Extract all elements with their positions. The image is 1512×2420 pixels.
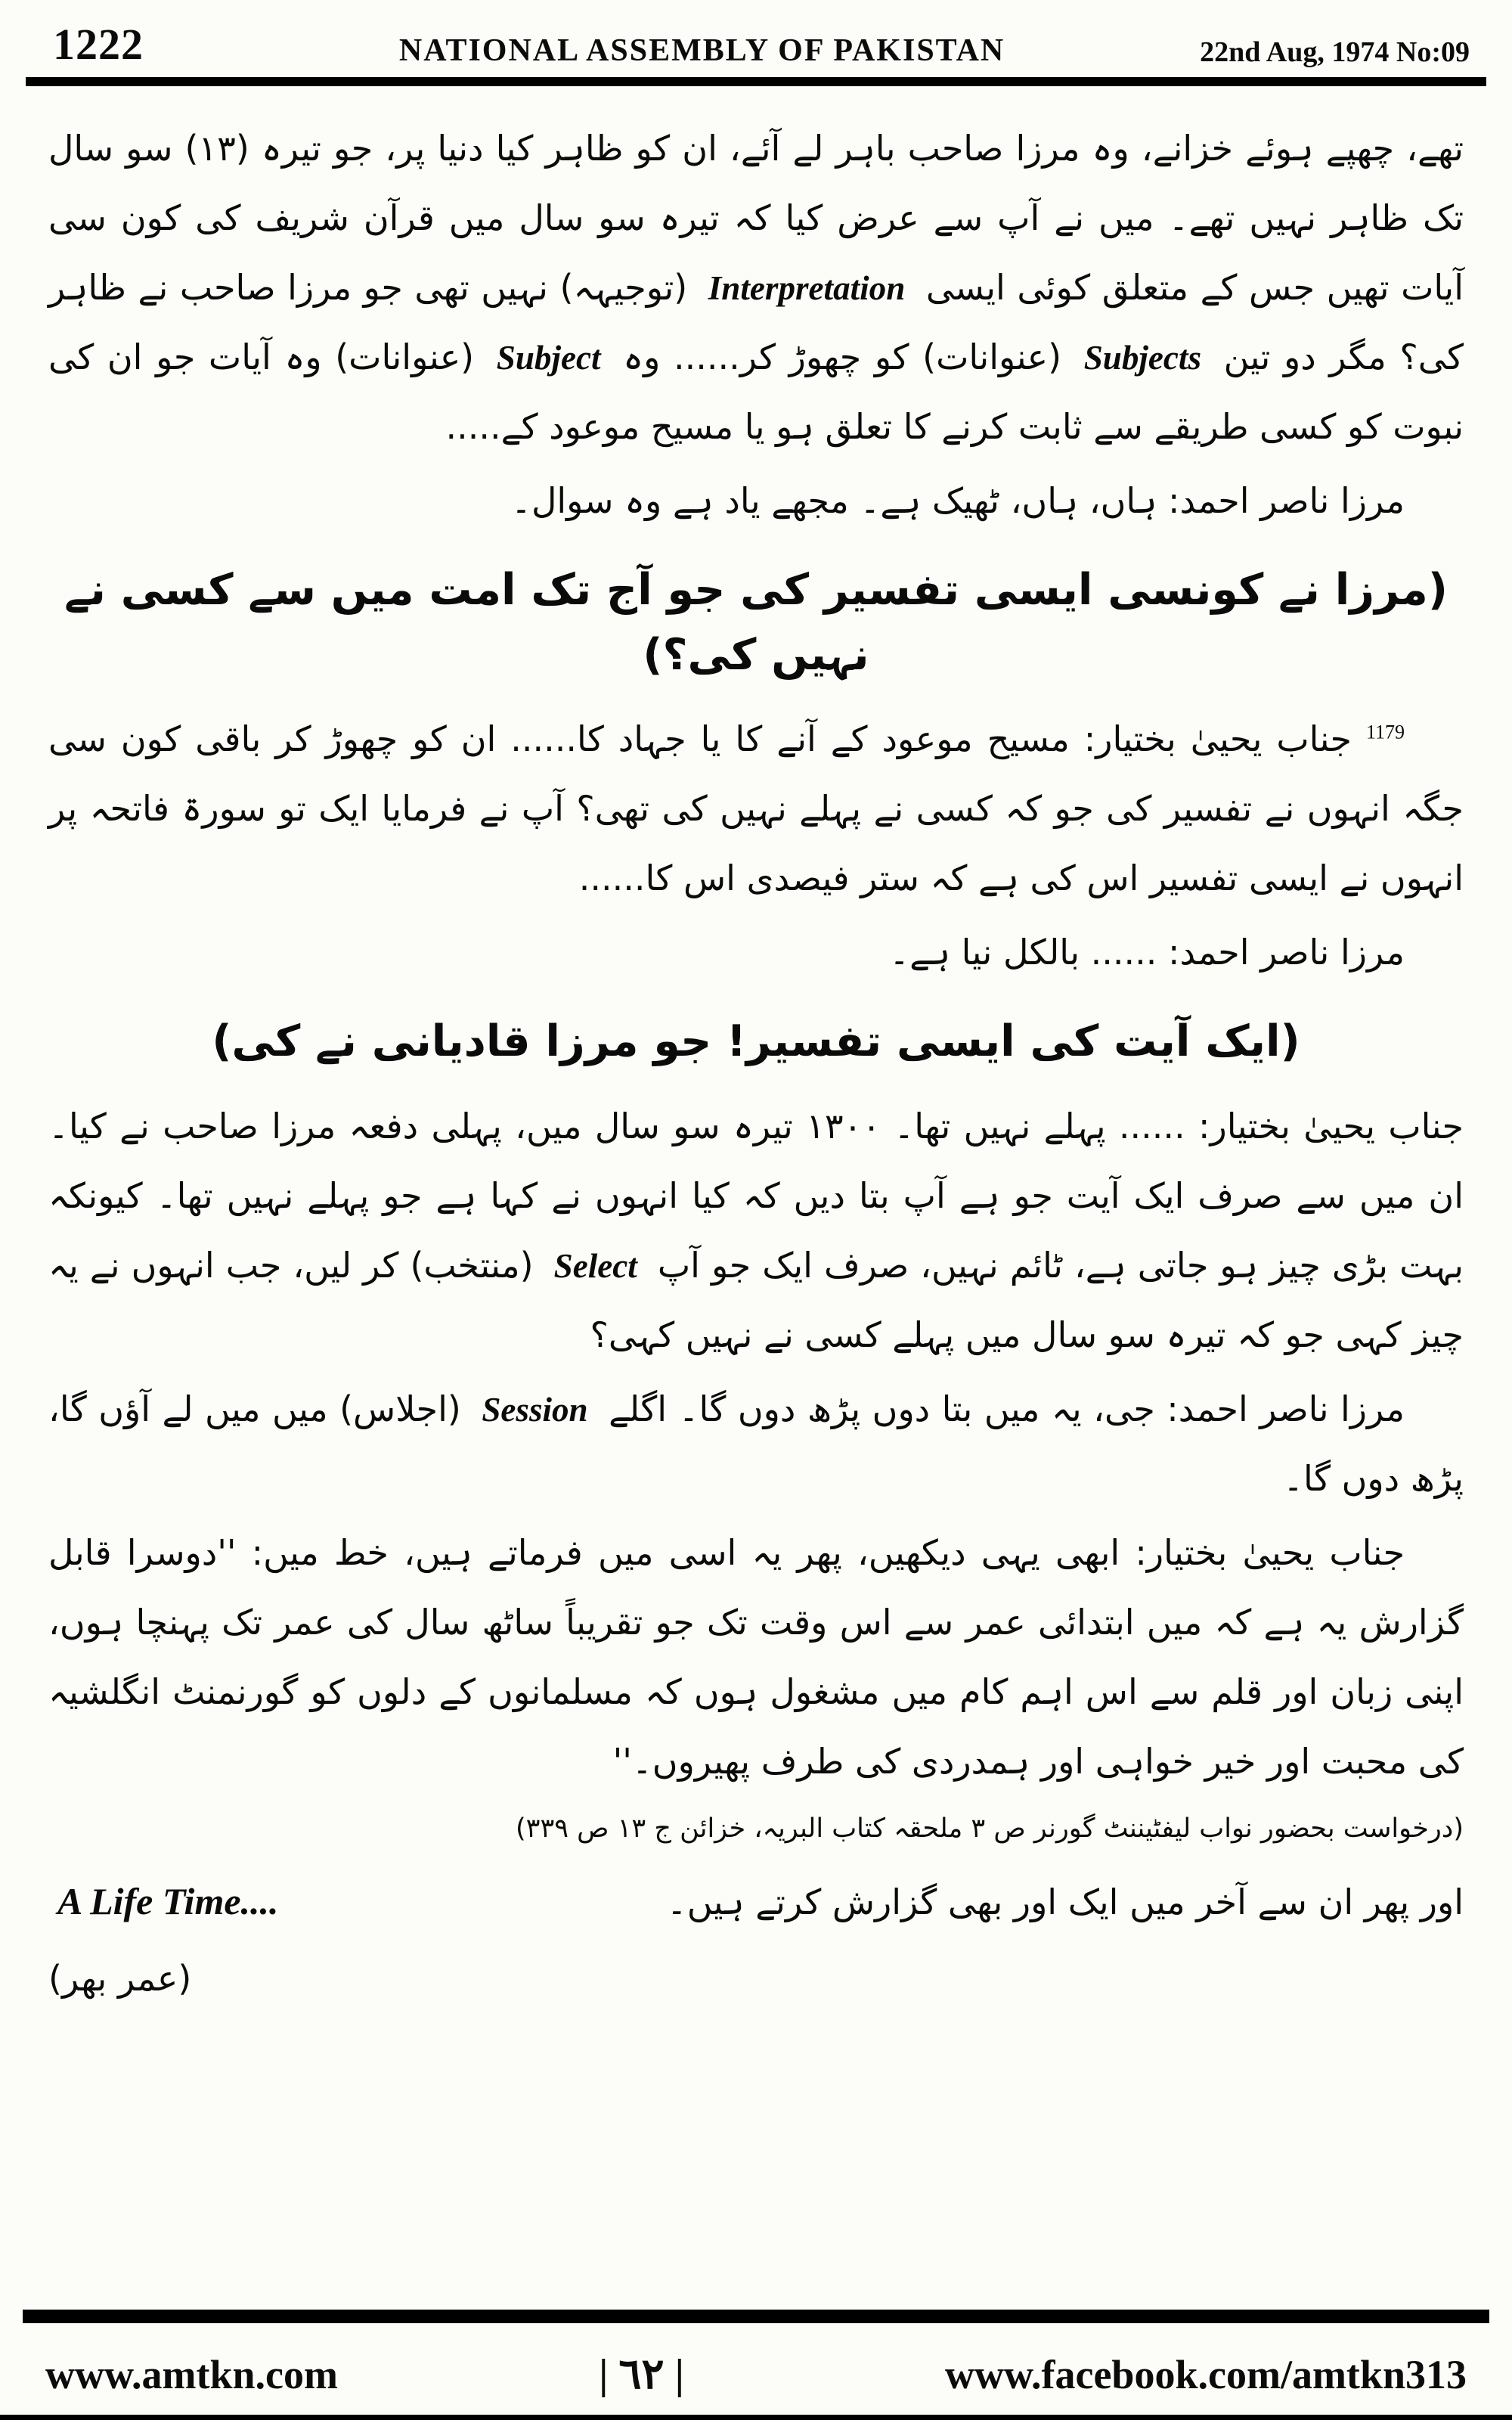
footer-rule bbox=[23, 2310, 1489, 2323]
section-heading bbox=[48, 1010, 1464, 1075]
urdu-text: (توجیہہ) نہیں تھی جو مرزا صاحب نے ظاہر کی؟ مگر دو تین bbox=[48, 267, 1464, 378]
urdu-text: جناب یحییٰ بختیار: مسیح موعود کے آنے کا یا جہاد کا...... ان کو چھوڑ کر باقی کون سی جگہ انہوں نے تفسیر کی جو کہ کسی نے پہلے نہیں کی تھی؟ آپ نے فرمایا ایک تو سورۃ فاتحہ پر انہوں نے ایسی تفسیر اس کی ہے کہ ستر فیصدی اس کا...... bbox=[48, 718, 1464, 899]
english-term: Select bbox=[553, 1246, 637, 1285]
doc-date: 22nd Aug, 1974 No:09 bbox=[1200, 36, 1470, 68]
paragraph bbox=[48, 1863, 1464, 1939]
urdu-text: (اجلاس) میں میں لے آؤں گا، پڑھ دوں گا۔ bbox=[48, 1388, 1464, 1500]
urdu-text: (ایک آیت کی ایسی تفسیر! جو مرزا قادیانی نے کی) bbox=[212, 1016, 1300, 1067]
urdu-text: (منتخب) کر لیں، جب انہوں نے یہ چیز کہی جو کہ تیرہ سو سال میں پہلے کسی نے نہیں کہی؟ bbox=[48, 1244, 1464, 1355]
paragraph bbox=[48, 1091, 1464, 1370]
paragraph bbox=[48, 466, 1464, 535]
paragraph bbox=[48, 1374, 1464, 1513]
english-term: Subjects bbox=[1083, 339, 1201, 377]
footer-left-url: www.amtkn.com bbox=[45, 2352, 338, 2397]
urdu-text: اور پھر ان سے آخر میں ایک اور بھی گزارش کرتے ہیں۔ bbox=[666, 1881, 1464, 1922]
english-term: Session bbox=[482, 1390, 588, 1429]
doc-title: NATIONAL ASSEMBLY OF PAKISTAN bbox=[398, 33, 1005, 68]
urdu-text: مرزا ناصر احمد: ...... بالکل نیا ہے۔ bbox=[889, 932, 1405, 973]
body-text bbox=[0, 86, 1512, 2238]
section-heading bbox=[48, 558, 1464, 687]
page-header bbox=[0, 0, 1512, 70]
english-term: Interpretation bbox=[708, 269, 906, 307]
urdu-text: (عنوانات) کو چھوڑ کر...... وہ bbox=[623, 337, 1062, 378]
footnote-marker: 1179 bbox=[1365, 721, 1405, 743]
paragraph bbox=[48, 704, 1464, 913]
footer-right-url: www.facebook.com/amtkn313 bbox=[945, 2352, 1467, 2397]
paragraph bbox=[48, 1518, 1464, 1796]
urdu-text: (عنوانات) وہ آیات جو ان کی نبوت کو کسی طریقے سے ثابت کرنے کا تعلق ہو یا مسیح موعود کے..... bbox=[48, 337, 1464, 448]
urdu-text: مرزا ناصر احمد: جی، یہ میں بتا دوں پڑھ دوں گا۔ اگلے bbox=[609, 1388, 1405, 1429]
urdu-text: (عمر بھر) bbox=[48, 1957, 192, 1999]
bottom-edge-rule bbox=[0, 2415, 1512, 2420]
english-term: A Life Time.... bbox=[57, 1879, 279, 1922]
urdu-text: (مرزا نے کونسی ایسی تفسیر کی جو آج تک امت میں سے کسی نے نہیں کی؟) bbox=[64, 565, 1448, 680]
urdu-text: جناب یحییٰ بختیار: ابھی یہی دیکھیں، پھر یہ اسی میں فرماتے ہیں، خط میں: ''دوسرا قابل گزارش یہ ہے کہ میں ابتدائی عمر سے اس وقت تک جو تقریباً ساٹھ سال کی عمر تک پہنچا ہوں، اپنی زبان اور قلم سے اس اہم کام میں مشغول ہوں کہ مسلمانوں کے دلوں کو گورنمنٹ انگلشیہ کی محبت اور خیر خواہی اور ہمدردی کی طرف پھیروں۔'' bbox=[48, 1532, 1464, 1782]
english-term: Subject bbox=[496, 339, 601, 377]
paragraph bbox=[48, 113, 1464, 461]
paragraph bbox=[48, 1944, 1464, 2013]
page-footer bbox=[45, 2350, 1467, 2399]
footer-page-number: | ٦٢ | bbox=[599, 2351, 684, 2398]
page-number: 1222 bbox=[53, 20, 144, 69]
urdu-text: جناب یحییٰ بختیار: ...... پہلے نہیں تھا۔ ۱۳۰۰ تیرہ سو سال میں، پہلی دفعہ مرزا صاحب نے کیا۔ ان میں سے صرف ایک آیت جو ہے آپ بتا دیں کہ کیا انہوں نے کہا ہے جو پہلے نہیں تھا۔ کیونکہ بہت بڑی چیز ہو جاتی ہے، ٹائم نہیں، صرف ایک جو آپ bbox=[48, 1105, 1464, 1286]
urdu-text: (درخواست بحضور نواب لیفٹیننٹ گورنر ص ۳ ملحقہ کتاب البریہ، خزائن ج ۱۳ ص ۳۳۹) bbox=[515, 1813, 1464, 1844]
urdu-text: مرزا ناصر احمد: ہاں، ہاں، ٹھیک ہے۔ مجھے یاد ہے وہ سوال۔ bbox=[510, 480, 1405, 522]
urdu-text: تھے، چھپے ہوئے خزانے، وہ مرزا صاحب باہر لے آئے، ان کو ظاہر کیا دنیا پر، جو تیرہ (۱۳) سو سال تک ظاہر نہیں تھے۔ میں نے آپ سے عرض کیا کہ تیرہ سو سال میں قرآن شریف کی کون سی آیات تھیں جس کے متعلق کوئی ایسی bbox=[48, 128, 1464, 308]
paragraph bbox=[48, 917, 1464, 987]
reference-line bbox=[48, 1804, 1464, 1854]
header-rule bbox=[26, 77, 1486, 86]
